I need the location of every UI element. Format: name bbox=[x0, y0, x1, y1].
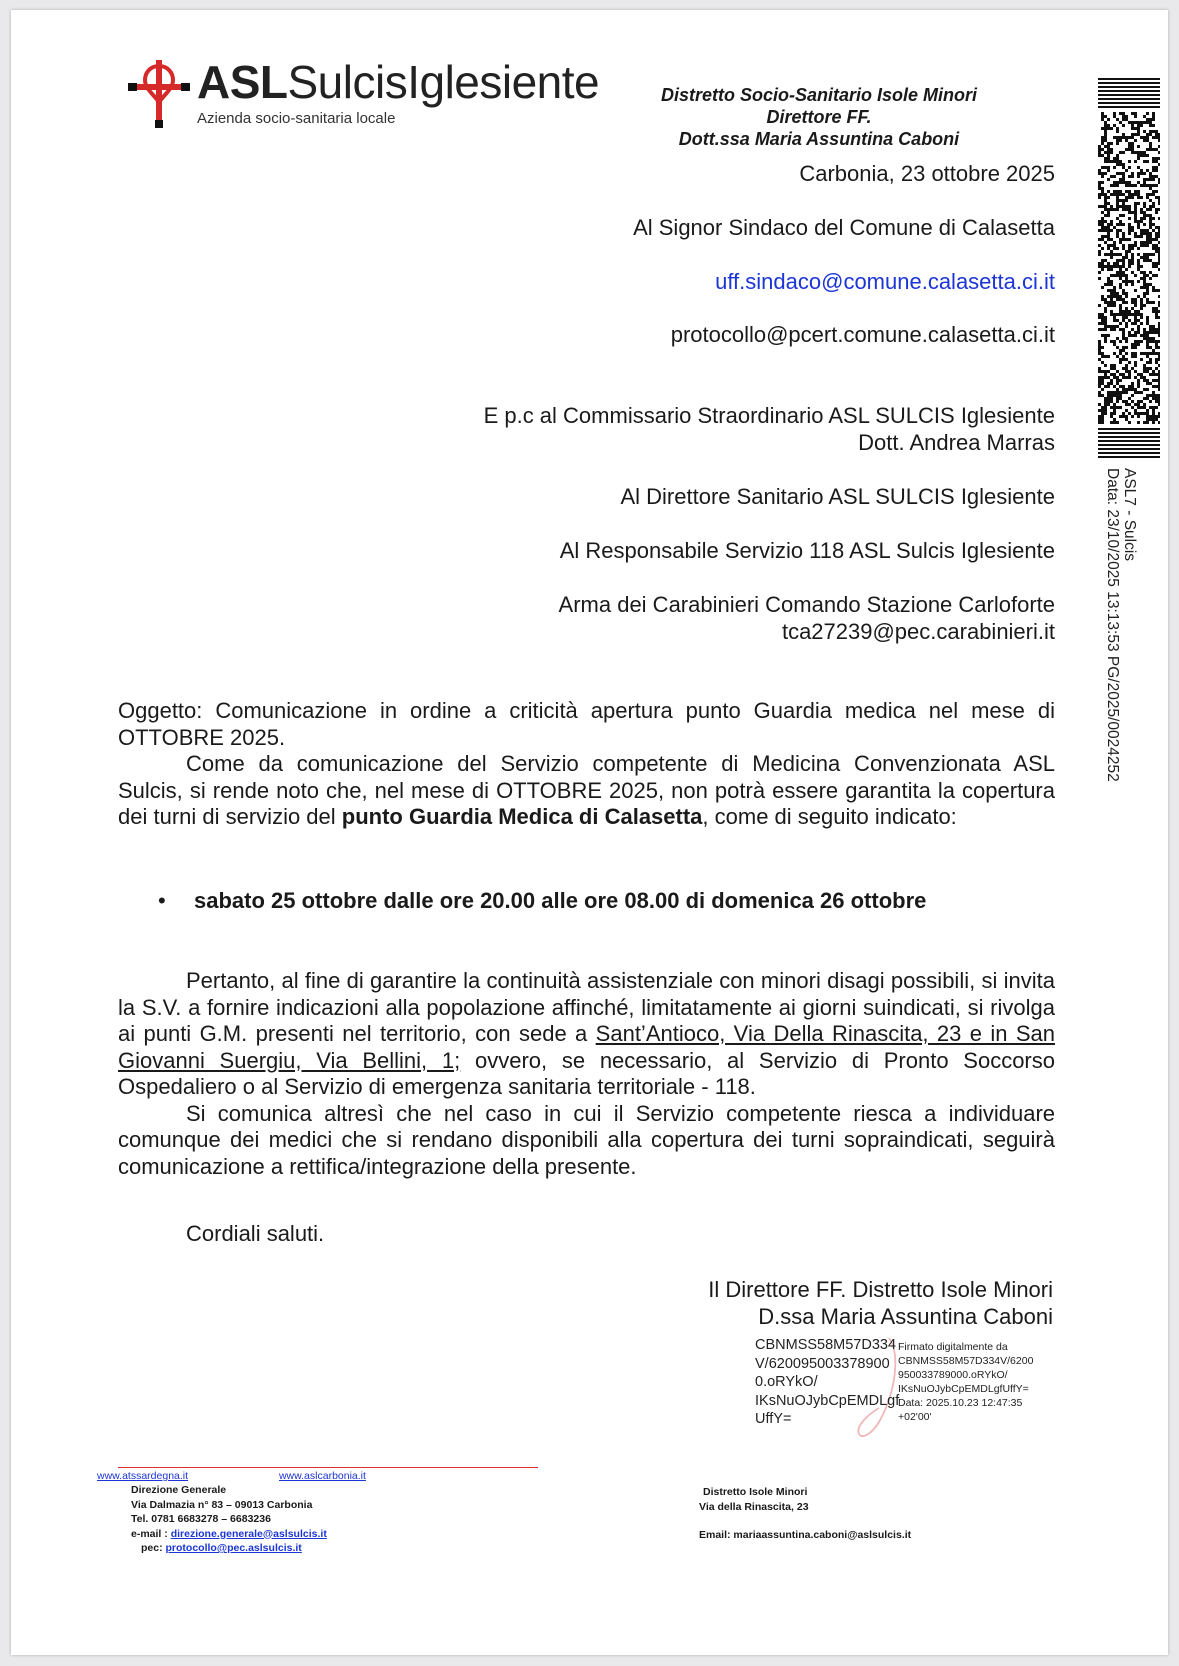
signature-block: Il Direttore FF. Distretto Isole Minori D.ssa Maria Assuntina Caboni bbox=[708, 1277, 1053, 1329]
recipient-sindaco: Al Signor Sindaco del Comune di Calasetta bbox=[633, 215, 1055, 240]
recipient-responsabile-118: Al Responsabile Servizio 118 ASL Sulcis Iglesiente bbox=[559, 538, 1055, 563]
header-line-3: Dott.ssa Maria Assuntina Caboni bbox=[678, 129, 960, 149]
link-aslcarbonia[interactable]: www.aslcarbonia.it bbox=[278, 1470, 366, 1482]
footer-email-link[interactable]: direzione.generale@aslsulcis.it bbox=[170, 1527, 327, 1540]
recipient-email-protocollo: protocollo@pcert.comune.calasetta.ci.it bbox=[670, 322, 1055, 347]
paragraph-1: Come da comunicazione del Servizio competente di Medicina Convenzionata ASL Sulcis, si rende noto che, nel mese di OTTOBRE 2025, non potrà essere garantita la copertura dei turni di servizio del punto Guardia Medica di Calasetta, come di seguito indicato: bbox=[118, 751, 1055, 829]
letter-date: Carbonia, 23 ottobre 2025 bbox=[799, 161, 1055, 186]
footer-divider bbox=[118, 1467, 538, 1468]
barcode-pattern bbox=[1098, 78, 1160, 458]
logo-subtitle: Azienda socio-sanitaria locale bbox=[197, 110, 396, 127]
paragraph-2: Pertanto, al fine di garantire la continuità assistenziale con minori disagi possibili, si invita la S.V. a fornire indicazioni alla popolazione affinché, limitatamente ai giorni suindicati, si rivolga ai punti G.M. presenti nel territorio, con sede a Sant’Antioco, Via Della Rinascita, 23 e in San Giovanni Suergiu, Via Bellini, 1; ovvero, se necessario, al Servizio di Pronto Soccorso Ospedaliero o al Servizio di emergenza sanitaria territoriale - 118. bbox=[118, 968, 1055, 1099]
asl-logo-icon bbox=[128, 58, 190, 130]
footer-links bbox=[97, 1469, 366, 1484]
header-line-2: Direttore FF. bbox=[766, 107, 872, 127]
link-atssardegna[interactable]: www.atssardegna.it bbox=[97, 1470, 189, 1482]
footer-distretto: Distretto Isole Minori Via della Rinascita, 23 Email: mariaassuntina.caboni@aslsulcis.it bbox=[699, 1486, 912, 1541]
closing-salutation: Cordiali saluti. bbox=[186, 1221, 325, 1246]
recipient-carabinieri: Arma dei Carabinieri Comando Stazione Carloforte tca27239@pec.carabinieri.it bbox=[558, 592, 1055, 644]
logo-wordmark: ASLSulcisIglesiente bbox=[197, 56, 600, 108]
letter-body bbox=[118, 698, 1055, 831]
paragraph-3: Si comunica altresì che nel caso in cui il Servizio competente riesca a individuare comunque dei medici che si rendano disponibili alla copertura dei turni sopraindicati, seguirà comunicazione a rettifica/integrazione della presente. bbox=[118, 1100, 1055, 1179]
footer-pec-link[interactable]: protocollo@pec.aslsulcis.it bbox=[165, 1542, 302, 1554]
subject-line: Oggetto: Comunicazione in ordine a criticità apertura punto Guardia medica nel mese di OTTOBRE 2025. bbox=[118, 698, 1055, 750]
recipient-direttore-sanitario: Al Direttore Sanitario ASL SULCIS Iglesiente bbox=[620, 484, 1055, 509]
recipient-email-sindaco[interactable]: uff.sindaco@comune.calasetta.ci.it bbox=[715, 269, 1055, 294]
letter-body-continued bbox=[118, 968, 1055, 1180]
digital-signature-id: CBNMSS58M57D334 V/620095003378900 0.oRYkO/ IKsNuOJybCpEMDLgf UffY= bbox=[755, 1337, 900, 1427]
bullet-item: • sabato 25 ottobre dalle ore 20.00 alle ore 08.00 di domenica 26 ottobre bbox=[158, 888, 927, 913]
digital-signature-details: Firmato digitalmente da CBNMSS58M57D334V/6200 950033789000.oRYkO/ IKsNuOJybCpEMDLgfUffY= Data: 2025.10.23 12:47:35 +02'00' bbox=[898, 1341, 1034, 1423]
barcode-icon bbox=[1098, 78, 1160, 458]
letter-page bbox=[11, 10, 1168, 1655]
footer-direzione-generale: Direzione Generale Via Dalmazia n° 83 – 09013 Carbonia Tel. 0781 6683278 – 6683236 e-mail : direzione.generale@aslsulcis.it pec: protocollo@pec.aslsulcis.it bbox=[131, 1484, 327, 1554]
protocol-stamp: ASL7 - Sulcis Data: 23/10/2025 13:13:53 PG/2025/0024252 bbox=[1104, 468, 1138, 782]
recipient-cc-commissario: E p.c al Commissario Straordinario ASL SULCIS Iglesiente Dott. Andrea Marras bbox=[483, 403, 1055, 455]
header-line-1: Distretto Socio-Sanitario Isole Minori bbox=[660, 85, 978, 105]
district-header bbox=[579, 84, 1059, 150]
